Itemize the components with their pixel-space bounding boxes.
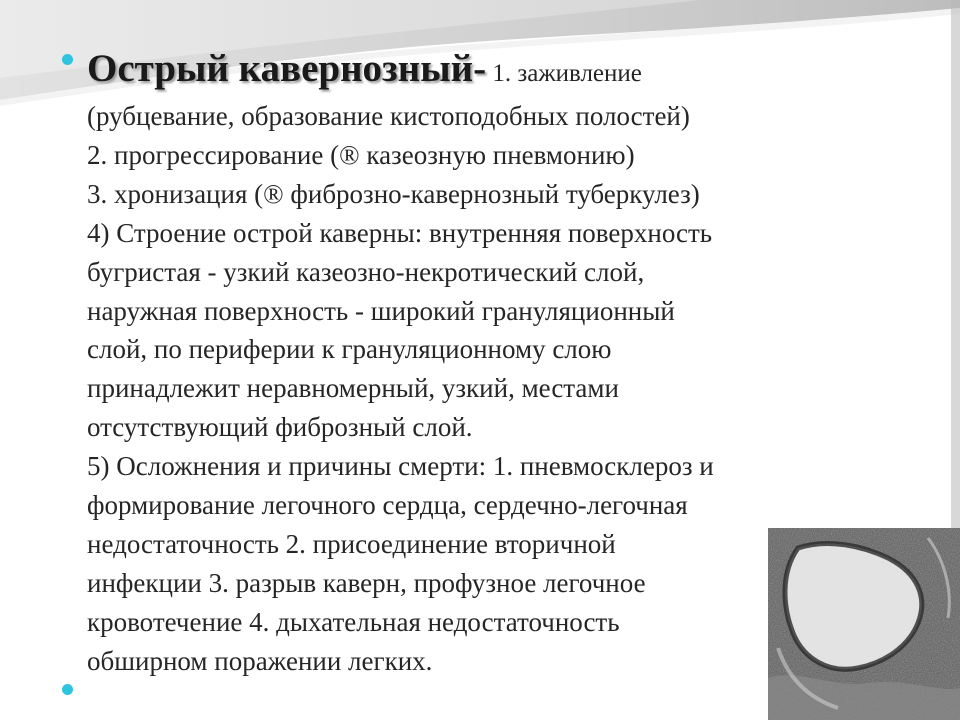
slide-text (87, 46, 887, 681)
text-line: принадлежит неравномерный, узкий, местами (87, 373, 619, 404)
text-line: инфекции 3. разрыв каверн, профузное легочное (87, 567, 646, 598)
first-line (87, 46, 887, 97)
text-line: 2. прогрессирование (® казеозную пневмонию) (87, 139, 635, 170)
text-line: 5) Осложнения и причины смерти: 1. пневмосклероз и (87, 451, 714, 482)
heading-tail: 1. заживление (486, 60, 642, 87)
bullet-dot-1 (62, 54, 73, 65)
text-line: 4) Строение острой каверны: внутренняя поверхность (87, 217, 713, 248)
bullet-dot-2 (62, 684, 73, 695)
text-line: бугристая - узкий казеозно-некротический слой, (87, 256, 645, 287)
text-line: обширном поражении легких. (87, 645, 433, 676)
slide-heading: Острый кавернозный- (87, 47, 487, 90)
text-line: недостаточность 2. присоединение вторичной (87, 528, 616, 559)
text-line: отсутствующий фиброзный слой. (87, 412, 473, 443)
lung-cavity-image (768, 528, 960, 720)
text-line: (рубцевание, образование кистоподобных полостей) (87, 101, 690, 131)
text-line: наружная поверхность - широкий грануляционный (87, 295, 675, 326)
text-line: слой, по периферии к грануляционному слою (87, 334, 612, 365)
text-line: формирование легочного сердца, сердечно-легочная (87, 490, 688, 521)
text-line: кровотечение 4. дыхательная недостаточность (87, 606, 620, 637)
text-line: 3. хронизация (® фиброзно-кавернозный туберкулез) (87, 178, 700, 209)
